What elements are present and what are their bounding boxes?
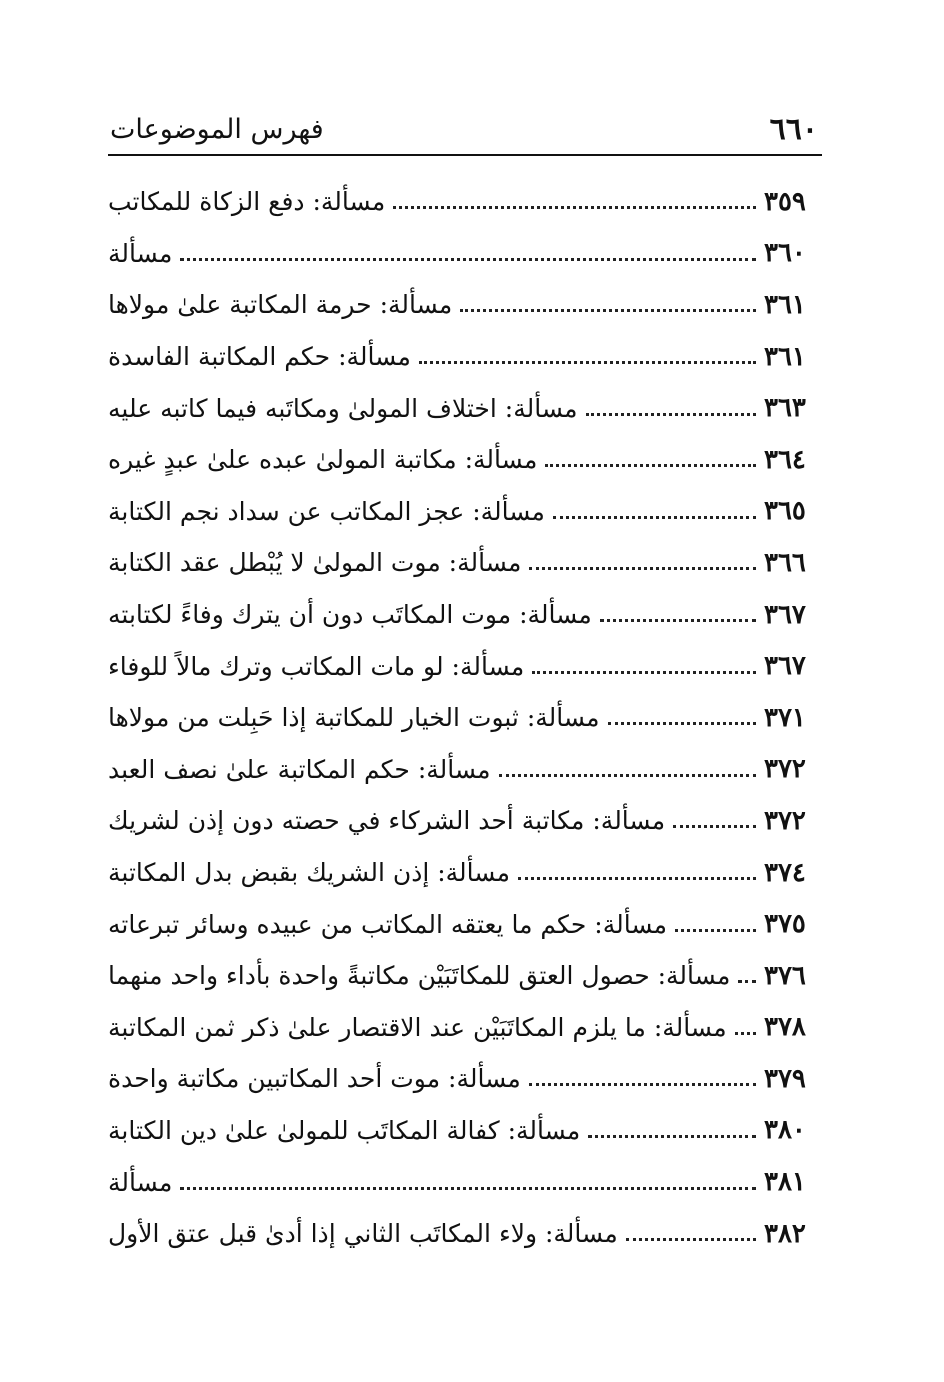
toc-entry: [108, 1105, 822, 1157]
toc-entry-label: مسألة: دفع الزكاة للمكاتب: [108, 187, 386, 217]
toc-entry-page-number: ٣٧٤: [764, 857, 806, 888]
dot-leader: [460, 309, 756, 312]
toc-entry-label: مسألة: إذن الشريك بقبض بدل المكاتبة: [108, 858, 510, 888]
toc-entry-page-number: ٣٨١: [764, 1167, 806, 1198]
page-header: [108, 108, 822, 156]
toc-entry-page-number: ٣٦٦: [764, 547, 806, 578]
toc-entry: [108, 795, 822, 847]
toc-entry-page-number: ٣٦٠: [764, 238, 806, 269]
toc-entry: [108, 744, 822, 796]
toc-entry-page-number: ٣٨٢: [764, 1218, 806, 1249]
toc-entry-label: مسألة: لو مات المكاتب وترك مالاً للوفاء: [108, 651, 525, 681]
dot-leader: [545, 464, 756, 467]
toc-entry-page-number: ٣٨٠: [764, 1115, 806, 1146]
toc-entry-label: مسألة: موت أحد المكاتبين مكاتبة واحدة: [108, 1064, 521, 1094]
toc-entry-page-number: ٣٦١: [764, 289, 806, 320]
toc-entry: [108, 176, 822, 228]
dot-leader: [586, 413, 756, 416]
toc-entry-label: مسألة: عجز المكاتب عن سداد نجم الكتابة: [108, 496, 545, 526]
page-number: ٦٦٠: [769, 112, 818, 147]
toc-entry: [108, 1002, 822, 1054]
toc-entry: [108, 898, 822, 950]
toc-entry-label: مسألة: موت المكاتَب دون أن يترك وفاءً لكتابته: [108, 600, 592, 630]
toc-entry: [108, 537, 822, 589]
toc-entry-label: مسألة: ما يلزم المكاتَبَيْن عند الاقتصار علىٰ ذكر ثمن المكاتبة: [108, 1012, 727, 1042]
toc-entry-page-number: ٣٧٩: [764, 1063, 806, 1094]
toc-entry-label: مسألة: مكاتبة أحد الشركاء في حصته دون إذن لشريك: [108, 806, 666, 836]
toc-entry-label: مسألة: مكاتبة المولىٰ عبده علىٰ عبدٍ غيره: [108, 445, 538, 475]
table-of-contents: [108, 176, 822, 1259]
dot-leader: [738, 980, 756, 983]
toc-entry: [108, 1053, 822, 1105]
toc-entry: [108, 1156, 822, 1208]
toc-entry: [108, 589, 822, 641]
toc-entry: [108, 228, 822, 280]
dot-leader: [553, 516, 756, 519]
toc-entry: [108, 640, 822, 692]
toc-entry-label: مسألة: حكم المكاتبة الفاسدة: [108, 342, 411, 372]
dot-leader: [529, 1083, 756, 1086]
dot-leader: [499, 774, 756, 777]
dot-leader: [518, 877, 756, 880]
toc-entry-page-number: ٣٥٩: [764, 186, 806, 217]
toc-entry-page-number: ٣٧٥: [764, 909, 806, 940]
toc-entry-page-number: ٣٦٥: [764, 496, 806, 527]
dot-leader: [675, 929, 756, 932]
toc-entry: [108, 847, 822, 899]
toc-entry-page-number: ٣٧٢: [764, 754, 806, 785]
toc-entry-page-number: ٣٦٤: [764, 444, 806, 475]
dot-leader: [673, 825, 756, 828]
running-title: فهرس الموضوعات: [110, 114, 324, 145]
dot-leader: [180, 258, 756, 261]
toc-entry-page-number: ٣٧١: [764, 702, 806, 733]
dot-leader: [735, 1032, 756, 1035]
dot-leader: [532, 671, 756, 674]
dot-leader: [180, 1187, 756, 1190]
toc-entry-page-number: ٣٧٦: [764, 960, 806, 991]
dot-leader: [600, 619, 756, 622]
toc-entry-label: مسألة: كفالة المكاتَب للمولىٰ علىٰ دين الكتابة: [108, 1115, 581, 1145]
toc-entry: [108, 279, 822, 331]
toc-entry: [108, 382, 822, 434]
toc-entry-page-number: ٣٧٢: [764, 805, 806, 836]
dot-leader: [393, 206, 756, 209]
toc-entry-page-number: ٣٦٧: [764, 599, 806, 630]
toc-entry: [108, 434, 822, 486]
toc-entry-label: مسألة: حكم المكاتبة علىٰ نصف العبد: [108, 754, 491, 784]
toc-entry-page-number: ٣٦٣: [764, 393, 806, 424]
toc-entry: [108, 1208, 822, 1260]
toc-entry: [108, 692, 822, 744]
dot-leader: [588, 1135, 756, 1138]
toc-entry-label: مسألة: اختلاف المولىٰ ومكاتَبه فيما كاتبه عليه: [108, 393, 578, 423]
toc-entry: [108, 486, 822, 538]
toc-entry-label: مسألة: [108, 1167, 173, 1197]
toc-entry-page-number: ٣٦٧: [764, 651, 806, 682]
dot-leader: [608, 722, 756, 725]
toc-entry: [108, 331, 822, 383]
dot-leader: [529, 567, 756, 570]
toc-entry-label: مسألة: حرمة المكاتبة علىٰ مولاها: [108, 290, 453, 320]
toc-entry-page-number: ٣٦١: [764, 341, 806, 372]
toc-entry-page-number: ٣٧٨: [764, 1012, 806, 1043]
toc-entry-label: مسألة: موت المولىٰ لا يُبْطل عقد الكتابة: [108, 548, 522, 578]
toc-entry-label: مسألة: ولاء المكاتَب الثاني إذا أدىٰ قبل عتق الأول: [108, 1219, 618, 1249]
toc-entry-label: مسألة: حصول العتق للمكاتَبَيْن مكاتبةً واحدة بأداء واحد منهما: [108, 961, 731, 991]
toc-entry-label: مسألة: [108, 238, 173, 268]
toc-entry-label: مسألة: ثبوت الخيار للمكاتبة إذا حَبِلت من مولاها: [108, 703, 600, 733]
toc-entry: [108, 950, 822, 1002]
toc-entry-label: مسألة: حكم ما يعتقه المكاتب من عبيده وسائر تبرعاته: [108, 909, 668, 939]
dot-leader: [626, 1238, 756, 1241]
dot-leader: [419, 361, 756, 364]
